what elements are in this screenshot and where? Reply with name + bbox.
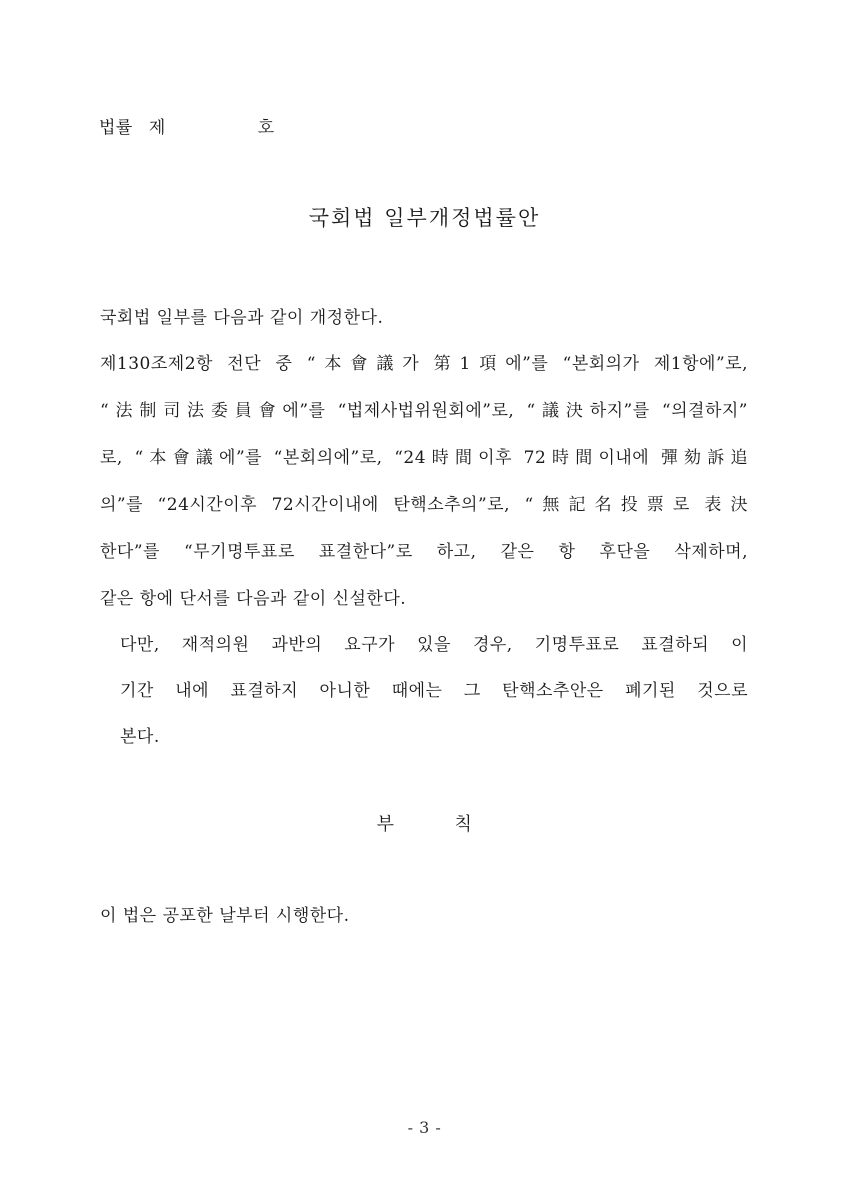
addenda-heading-right: 칙 xyxy=(454,814,473,835)
amendment-line: “法制司法委員會에”를 “법제사법위원회에”로, “議決하지”를 “의결하지” xyxy=(100,401,748,421)
amendment-line: 제130조제2항 전단 중 “本會議가 第1項에”를 “본회의가 제1항에”로, xyxy=(100,354,748,374)
law-number-prefix: 제 xyxy=(148,118,166,138)
proviso-line: 기간 내에 표결하지 아니한 때에는 그 탄핵소추안은 폐기된 것으로 xyxy=(120,681,748,701)
addenda-heading xyxy=(0,814,849,836)
amendment-line: 의”를 “24시간이후 72시간이내에 탄핵소추의”로, “無記名投票로 表決 xyxy=(100,495,748,515)
addenda-heading-left: 부 xyxy=(376,814,395,835)
proviso-line: 다만, 재적의원 과반의 요구가 있을 경우, 기명투표로 표결하되 이 xyxy=(120,635,748,655)
law-number-header xyxy=(99,117,275,139)
document-title: 국회법 일부개정법률안 xyxy=(308,206,541,230)
proviso-line: 본다. xyxy=(120,727,160,747)
law-number-suffix: 호 xyxy=(257,118,275,138)
intro-text: 국회법 일부를 다음과 같이 개정한다. xyxy=(100,308,384,328)
amendment-line: 같은 항에 단서를 다음과 같이 신설한다. xyxy=(100,589,407,609)
amendment-line: 로, “本會議에”를 “본회의에”로, “24時間이후 72時間이내에 彈劾訴追 xyxy=(100,448,748,468)
addenda-text: 이 법은 공포한 날부터 시행한다. xyxy=(100,906,350,926)
amendment-line: 한다”를 “무기명투표로 표결한다”로 하고, 같은 항 후단을 삭제하며, xyxy=(100,542,748,562)
law-label: 법률 xyxy=(99,118,133,138)
page-number: - 3 - xyxy=(407,1118,442,1137)
